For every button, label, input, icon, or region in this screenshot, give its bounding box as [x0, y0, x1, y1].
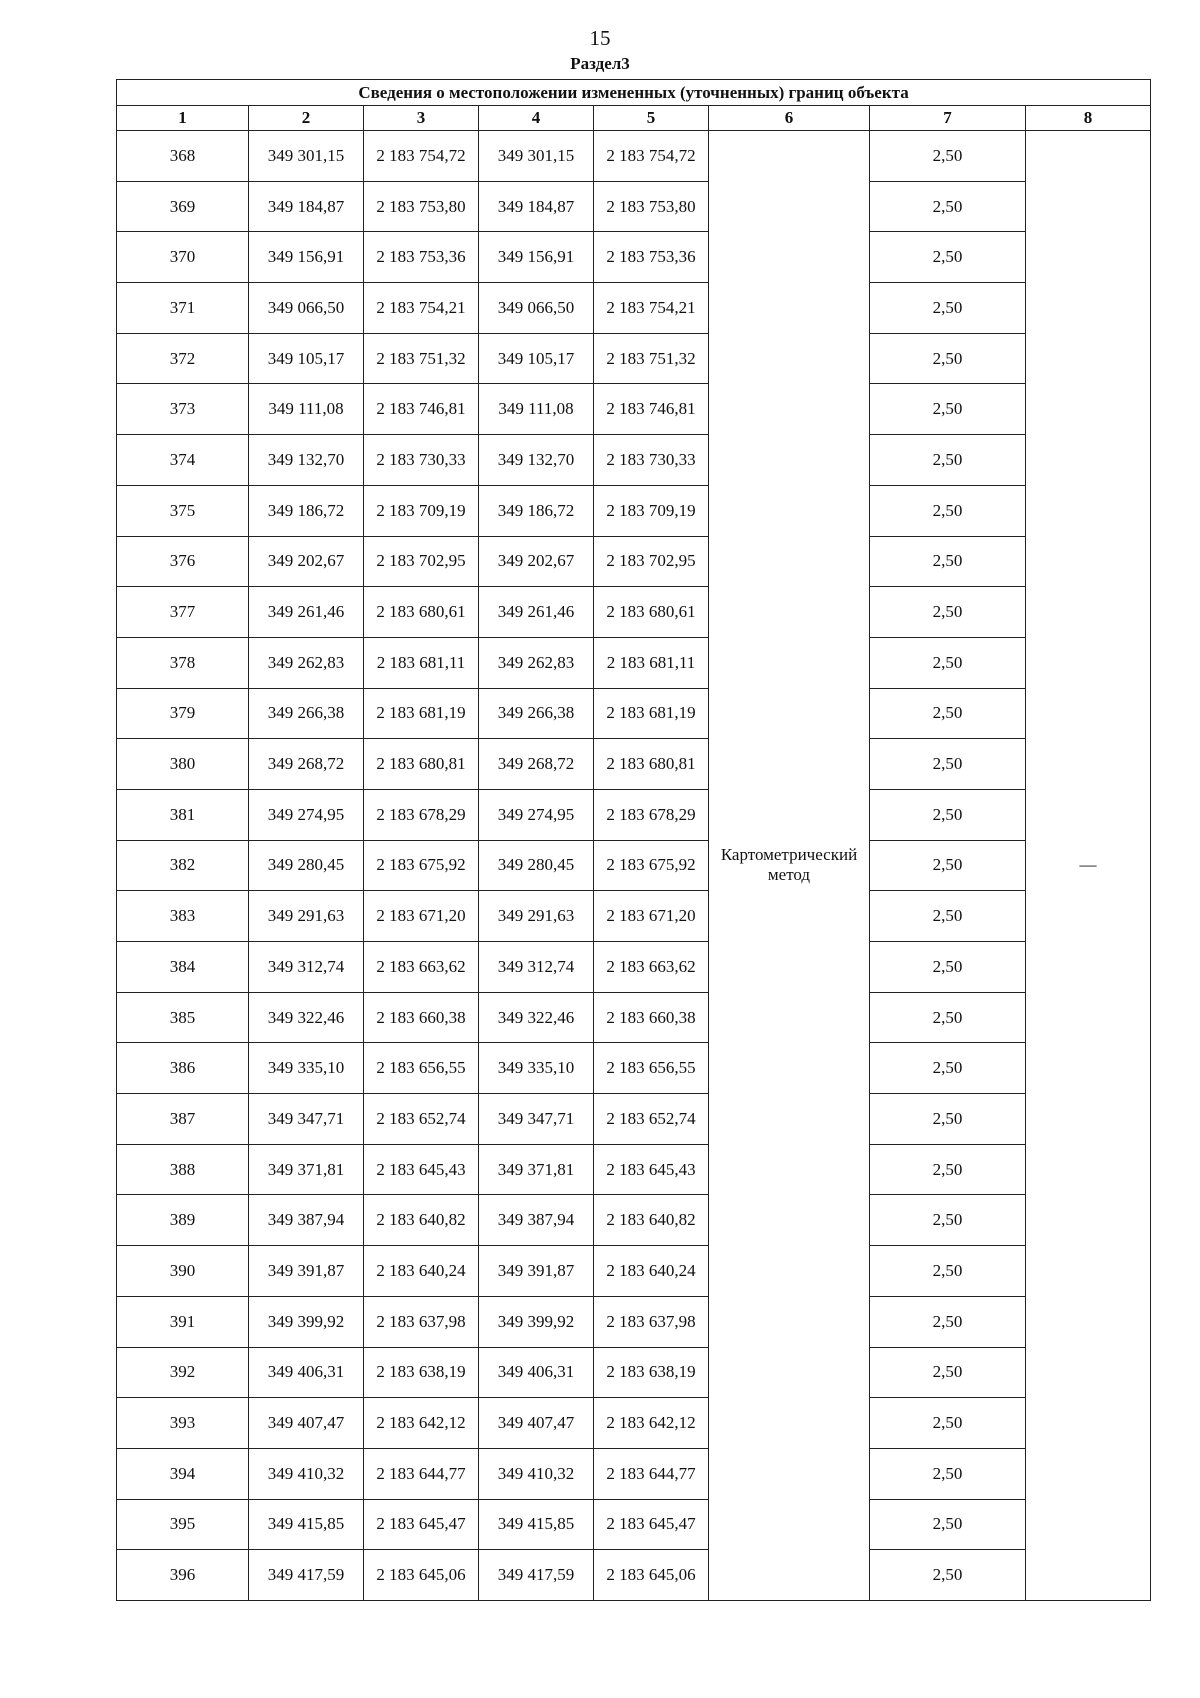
table-row — [117, 232, 1151, 283]
table-body — [117, 131, 1151, 1601]
cell-x-new: 349 261,46 — [479, 587, 594, 638]
cell-point: 368 — [117, 131, 249, 182]
cell-y-new: 2 183 681,19 — [594, 688, 709, 739]
cell-x-old: 349 268,72 — [249, 739, 364, 790]
column-number-4: 4 — [479, 106, 594, 131]
cell-y-old: 2 183 645,43 — [364, 1144, 479, 1195]
cell-accuracy: 2,50 — [870, 1448, 1026, 1499]
cell-point: 386 — [117, 1043, 249, 1094]
cell-y-old: 2 183 680,81 — [364, 739, 479, 790]
cell-x-old: 349 335,10 — [249, 1043, 364, 1094]
cell-x-old: 349 301,15 — [249, 131, 364, 182]
cell-accuracy: 2,50 — [870, 536, 1026, 587]
cell-y-old: 2 183 681,11 — [364, 637, 479, 688]
cell-accuracy: 2,50 — [870, 587, 1026, 638]
table-row — [117, 688, 1151, 739]
method-cell: Картометрический метод — [709, 131, 870, 1601]
cell-accuracy: 2,50 — [870, 1246, 1026, 1297]
cell-y-new: 2 183 754,72 — [594, 131, 709, 182]
cell-y-new: 2 183 680,81 — [594, 739, 709, 790]
cell-x-old: 349 291,63 — [249, 891, 364, 942]
column-number-1: 1 — [117, 106, 249, 131]
cell-x-new: 349 156,91 — [479, 232, 594, 283]
cell-point: 385 — [117, 992, 249, 1043]
section-title: Раздел3 — [570, 54, 630, 73]
cell-x-new: 349 105,17 — [479, 333, 594, 384]
cell-x-old: 349 399,92 — [249, 1296, 364, 1347]
table-row — [117, 1448, 1151, 1499]
cell-x-new: 349 280,45 — [479, 840, 594, 891]
table-row — [117, 1550, 1151, 1601]
cell-x-new: 349 387,94 — [479, 1195, 594, 1246]
cell-point: 396 — [117, 1550, 249, 1601]
cell-point: 369 — [117, 181, 249, 232]
cell-x-old: 349 186,72 — [249, 485, 364, 536]
cell-y-new: 2 183 656,55 — [594, 1043, 709, 1094]
table-row — [117, 587, 1151, 638]
table-row — [117, 891, 1151, 942]
table-row — [117, 789, 1151, 840]
cell-y-new: 2 183 681,11 — [594, 637, 709, 688]
cell-accuracy: 2,50 — [870, 840, 1026, 891]
cell-accuracy: 2,50 — [870, 992, 1026, 1043]
cell-x-old: 349 322,46 — [249, 992, 364, 1043]
cell-point: 389 — [117, 1195, 249, 1246]
table-caption: Сведения о местоположении измененных (уточненных) границ объекта — [117, 80, 1151, 106]
cell-y-old: 2 183 753,80 — [364, 181, 479, 232]
table-row — [117, 1499, 1151, 1550]
cell-y-old: 2 183 681,19 — [364, 688, 479, 739]
cell-accuracy: 2,50 — [870, 1499, 1026, 1550]
cell-x-new: 349 066,50 — [479, 283, 594, 334]
cell-y-old: 2 183 652,74 — [364, 1094, 479, 1145]
cell-y-new: 2 183 645,47 — [594, 1499, 709, 1550]
cell-y-old: 2 183 753,36 — [364, 232, 479, 283]
cell-y-old: 2 183 675,92 — [364, 840, 479, 891]
cell-y-old: 2 183 640,82 — [364, 1195, 479, 1246]
cell-y-old: 2 183 637,98 — [364, 1296, 479, 1347]
cell-y-new: 2 183 645,06 — [594, 1550, 709, 1601]
cell-x-old: 349 371,81 — [249, 1144, 364, 1195]
cell-y-new: 2 183 652,74 — [594, 1094, 709, 1145]
table-row — [117, 435, 1151, 486]
cell-point: 387 — [117, 1094, 249, 1145]
cell-point: 375 — [117, 485, 249, 536]
cell-point: 391 — [117, 1296, 249, 1347]
table-row — [117, 283, 1151, 334]
cell-y-old: 2 183 656,55 — [364, 1043, 479, 1094]
cell-x-old: 349 417,59 — [249, 1550, 364, 1601]
table-row — [117, 384, 1151, 435]
cell-point: 376 — [117, 536, 249, 587]
table-row — [117, 1398, 1151, 1449]
column-number-2: 2 — [249, 106, 364, 131]
table-row — [117, 1094, 1151, 1145]
table-row — [117, 1195, 1151, 1246]
cell-accuracy: 2,50 — [870, 942, 1026, 993]
cell-point: 370 — [117, 232, 249, 283]
table-row — [117, 181, 1151, 232]
cell-point: 388 — [117, 1144, 249, 1195]
cell-y-new: 2 183 637,98 — [594, 1296, 709, 1347]
page-number: 15 — [589, 26, 611, 50]
cell-x-old: 349 415,85 — [249, 1499, 364, 1550]
table-row — [117, 536, 1151, 587]
table-row — [117, 1144, 1151, 1195]
cell-point: 378 — [117, 637, 249, 688]
cell-accuracy: 2,50 — [870, 232, 1026, 283]
column-number-5: 5 — [594, 106, 709, 131]
cell-y-old: 2 183 638,19 — [364, 1347, 479, 1398]
cell-x-new: 349 322,46 — [479, 992, 594, 1043]
cell-y-old: 2 183 730,33 — [364, 435, 479, 486]
cell-y-new: 2 183 753,36 — [594, 232, 709, 283]
cell-x-new: 349 274,95 — [479, 789, 594, 840]
cell-x-old: 349 391,87 — [249, 1246, 364, 1297]
table-row — [117, 485, 1151, 536]
cell-x-old: 349 312,74 — [249, 942, 364, 993]
cell-point: 394 — [117, 1448, 249, 1499]
cell-point: 371 — [117, 283, 249, 334]
cell-accuracy: 2,50 — [870, 1094, 1026, 1145]
cell-point: 390 — [117, 1246, 249, 1297]
cell-y-new: 2 183 644,77 — [594, 1448, 709, 1499]
cell-x-old: 349 280,45 — [249, 840, 364, 891]
cell-x-new: 349 335,10 — [479, 1043, 594, 1094]
cell-y-new: 2 183 702,95 — [594, 536, 709, 587]
cell-x-new: 349 291,63 — [479, 891, 594, 942]
column-number-8: 8 — [1026, 106, 1151, 131]
cell-y-new: 2 183 640,24 — [594, 1246, 709, 1297]
cell-point: 382 — [117, 840, 249, 891]
cell-accuracy: 2,50 — [870, 131, 1026, 182]
cell-x-new: 349 268,72 — [479, 739, 594, 790]
cell-accuracy: 2,50 — [870, 1043, 1026, 1094]
cell-accuracy: 2,50 — [870, 1398, 1026, 1449]
cell-point: 380 — [117, 739, 249, 790]
cell-y-new: 2 183 746,81 — [594, 384, 709, 435]
table-row — [117, 1347, 1151, 1398]
cell-point: 379 — [117, 688, 249, 739]
cell-y-new: 2 183 754,21 — [594, 283, 709, 334]
cell-accuracy: 2,50 — [870, 384, 1026, 435]
cell-y-old: 2 183 642,12 — [364, 1398, 479, 1449]
cell-y-new: 2 183 660,38 — [594, 992, 709, 1043]
cell-accuracy: 2,50 — [870, 789, 1026, 840]
cell-x-new: 349 266,38 — [479, 688, 594, 739]
cell-y-new: 2 183 645,43 — [594, 1144, 709, 1195]
cell-accuracy: 2,50 — [870, 283, 1026, 334]
cell-x-old: 349 105,17 — [249, 333, 364, 384]
cell-x-new: 349 415,85 — [479, 1499, 594, 1550]
cell-y-old: 2 183 678,29 — [364, 789, 479, 840]
column-number-7: 7 — [870, 106, 1026, 131]
cell-y-new: 2 183 642,12 — [594, 1398, 709, 1449]
cell-accuracy: 2,50 — [870, 333, 1026, 384]
cell-x-new: 349 391,87 — [479, 1246, 594, 1297]
cell-x-old: 349 387,94 — [249, 1195, 364, 1246]
cell-point: 377 — [117, 587, 249, 638]
cell-point: 373 — [117, 384, 249, 435]
cell-x-new: 349 186,72 — [479, 485, 594, 536]
column-number-3: 3 — [364, 106, 479, 131]
cell-x-new: 349 111,08 — [479, 384, 594, 435]
cell-y-old: 2 183 754,72 — [364, 131, 479, 182]
table-row — [117, 333, 1151, 384]
cell-y-old: 2 183 671,20 — [364, 891, 479, 942]
cell-x-new: 349 262,83 — [479, 637, 594, 688]
cell-x-new: 349 417,59 — [479, 1550, 594, 1601]
cell-x-old: 349 156,91 — [249, 232, 364, 283]
cell-y-old: 2 183 751,32 — [364, 333, 479, 384]
table-row — [117, 637, 1151, 688]
cell-y-old: 2 183 645,06 — [364, 1550, 479, 1601]
cell-point: 374 — [117, 435, 249, 486]
cell-y-new: 2 183 640,82 — [594, 1195, 709, 1246]
cell-accuracy: 2,50 — [870, 1195, 1026, 1246]
cell-x-new: 349 347,71 — [479, 1094, 594, 1145]
cell-point: 384 — [117, 942, 249, 993]
cell-y-new: 2 183 671,20 — [594, 891, 709, 942]
cell-y-old: 2 183 754,21 — [364, 283, 479, 334]
table-row — [117, 942, 1151, 993]
cell-x-old: 349 132,70 — [249, 435, 364, 486]
cell-accuracy: 2,50 — [870, 688, 1026, 739]
table-row — [117, 739, 1151, 790]
cell-x-old: 349 066,50 — [249, 283, 364, 334]
cell-point: 381 — [117, 789, 249, 840]
cell-y-new: 2 183 680,61 — [594, 587, 709, 638]
cell-y-old: 2 183 680,61 — [364, 587, 479, 638]
cell-accuracy: 2,50 — [870, 1296, 1026, 1347]
cell-y-old: 2 183 660,38 — [364, 992, 479, 1043]
cell-point: 372 — [117, 333, 249, 384]
cell-x-old: 349 202,67 — [249, 536, 364, 587]
cell-y-old: 2 183 709,19 — [364, 485, 479, 536]
cell-x-new: 349 301,15 — [479, 131, 594, 182]
cell-y-old: 2 183 746,81 — [364, 384, 479, 435]
cell-accuracy: 2,50 — [870, 891, 1026, 942]
cell-x-old: 349 407,47 — [249, 1398, 364, 1449]
table-row — [117, 1043, 1151, 1094]
cell-y-old: 2 183 663,62 — [364, 942, 479, 993]
cell-x-old: 349 262,83 — [249, 637, 364, 688]
cell-y-new: 2 183 675,92 — [594, 840, 709, 891]
cell-x-old: 349 347,71 — [249, 1094, 364, 1145]
cell-y-new: 2 183 638,19 — [594, 1347, 709, 1398]
cell-accuracy: 2,50 — [870, 435, 1026, 486]
table-row — [117, 992, 1151, 1043]
cell-point: 395 — [117, 1499, 249, 1550]
cell-accuracy: 2,50 — [870, 1347, 1026, 1398]
cell-x-new: 349 410,32 — [479, 1448, 594, 1499]
cell-x-old: 349 410,32 — [249, 1448, 364, 1499]
cell-x-new: 349 371,81 — [479, 1144, 594, 1195]
cell-y-new: 2 183 709,19 — [594, 485, 709, 536]
cell-accuracy: 2,50 — [870, 485, 1026, 536]
cell-y-old: 2 183 645,47 — [364, 1499, 479, 1550]
cell-x-old: 349 274,95 — [249, 789, 364, 840]
cell-y-new: 2 183 663,62 — [594, 942, 709, 993]
cell-x-new: 349 132,70 — [479, 435, 594, 486]
table-row — [117, 131, 1151, 182]
cell-accuracy: 2,50 — [870, 181, 1026, 232]
cell-x-new: 349 202,67 — [479, 536, 594, 587]
table-row — [117, 1246, 1151, 1297]
note-cell: — — [1026, 131, 1151, 1601]
cell-y-new: 2 183 678,29 — [594, 789, 709, 840]
cell-point: 392 — [117, 1347, 249, 1398]
cell-point: 393 — [117, 1398, 249, 1449]
column-number-6: 6 — [709, 106, 870, 131]
cell-y-new: 2 183 751,32 — [594, 333, 709, 384]
cell-x-old: 349 184,87 — [249, 181, 364, 232]
cell-x-new: 349 407,47 — [479, 1398, 594, 1449]
cell-point: 383 — [117, 891, 249, 942]
cell-x-old: 349 111,08 — [249, 384, 364, 435]
cell-accuracy: 2,50 — [870, 1550, 1026, 1601]
cell-y-new: 2 183 753,80 — [594, 181, 709, 232]
cell-y-new: 2 183 730,33 — [594, 435, 709, 486]
cell-x-old: 349 261,46 — [249, 587, 364, 638]
coordinates-table — [116, 79, 1151, 1601]
table-row — [117, 1296, 1151, 1347]
cell-x-new: 349 312,74 — [479, 942, 594, 993]
cell-x-old: 349 406,31 — [249, 1347, 364, 1398]
cell-accuracy: 2,50 — [870, 739, 1026, 790]
cell-x-new: 349 399,92 — [479, 1296, 594, 1347]
cell-y-old: 2 183 640,24 — [364, 1246, 479, 1297]
cell-x-old: 349 266,38 — [249, 688, 364, 739]
cell-y-old: 2 183 702,95 — [364, 536, 479, 587]
cell-accuracy: 2,50 — [870, 1144, 1026, 1195]
cell-accuracy: 2,50 — [870, 637, 1026, 688]
cell-y-old: 2 183 644,77 — [364, 1448, 479, 1499]
table-row — [117, 840, 1151, 891]
cell-x-new: 349 184,87 — [479, 181, 594, 232]
cell-x-new: 349 406,31 — [479, 1347, 594, 1398]
